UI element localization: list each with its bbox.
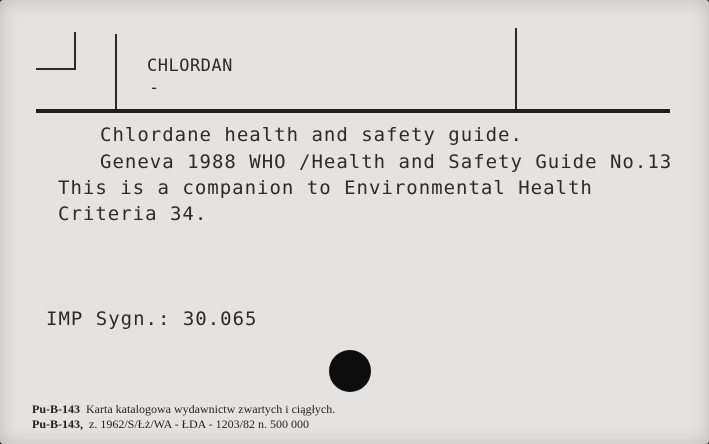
corner-mark-vertical — [74, 32, 76, 70]
body-line-3: This is a companion to Environmental Health — [58, 177, 593, 199]
footer-line-2 — [32, 417, 309, 432]
footer-text-1: Karta katalogowa wydawnictw zwartych i ciągłych. — [86, 402, 336, 416]
header-divider-right — [515, 28, 517, 110]
header-divider-left — [115, 34, 117, 110]
footer-code-1: Pu-B-143 — [32, 402, 80, 416]
signature-number: IMP Sygn.: 30.065 — [46, 308, 258, 330]
footer-line-1 — [32, 402, 335, 417]
body-line-1: Chlordane health and safety guide. — [100, 124, 523, 146]
punch-hole — [329, 350, 371, 392]
body-line-4: Criteria 34. — [58, 203, 208, 225]
footer-code-2: Pu-B-143, — [32, 417, 83, 431]
footer-text-2: z. 1962/S/Łż/WA - ŁDA - 1203/82 n. 500 000 — [89, 417, 309, 431]
corner-mark-horizontal — [36, 68, 76, 70]
body-line-2: Geneva 1988 WHO /Health and Safety Guide No.13 — [100, 151, 673, 173]
header-rule — [36, 109, 670, 113]
card-heading-dash: - — [149, 78, 160, 98]
card-heading: CHLORDAN — [147, 56, 233, 76]
